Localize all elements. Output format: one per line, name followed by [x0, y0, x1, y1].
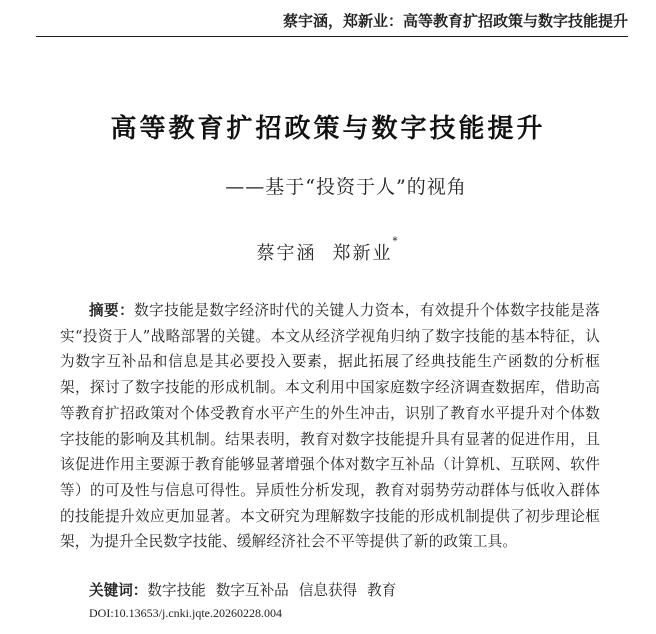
author-line — [0, 236, 656, 265]
author-name: 郑新业 — [332, 243, 393, 264]
paper-title: 高等教育扩招政策与数字技能提升 — [110, 114, 546, 144]
keywords-label: 关键词： — [89, 582, 148, 599]
author-name: 蔡宇涵 — [256, 243, 317, 264]
running-header — [36, 10, 628, 37]
paper-subtitle: ——基于“投资于人”的视角 — [225, 176, 467, 198]
corresponding-author-mark: * — [392, 236, 400, 247]
keyword: 数字互补品 — [215, 582, 289, 599]
abstract-label: 摘要： — [89, 302, 135, 319]
doi: DOI:10.13653/j.cnki.jqte.20260228.004 — [89, 606, 282, 620]
running-header-text: 蔡宇涵，郑新业：高等教育扩招政策与数字技能提升 — [282, 12, 628, 30]
keyword: 信息获得 — [298, 582, 358, 599]
keyword: 数字技能 — [147, 582, 206, 599]
keywords — [89, 580, 406, 602]
abstract — [60, 298, 600, 555]
abstract-text: 数字技能是数字经济时代的关键人力资本，有效提升个体数字技能是落实“投资于人”战略部署的关键。本文从经济学视角归纳了数字技能的基本特征，认为数字互补品和信息是其必要投入要素，据此拓展了经典技能生产函数的分析框架，探讨了数字技能的形成机制。本文利用中国家庭数字经济调查数据库，借助高等教育扩招政策对个体受教育水平产生的外生冲击，识别了教育水平提升对个体数字技能的影响及其机制。结果表明，教育对数字技能提升具有显著的促进作用，且该促进作用主要源于教育能够显著增强个体对数字互补品（计算机、互联网、软件等）的可及性与信息可得性。异质性分析发现，教育对弱势劳动群体与低收入群体的技能提升效应更加显著。本文研究为理解数字技能的形成机制提供了初步理论框架，为提升全民数字技能、缓解经济社会不平等提供了新的政策工具。 — [60, 302, 601, 551]
keyword: 教育 — [367, 582, 397, 599]
